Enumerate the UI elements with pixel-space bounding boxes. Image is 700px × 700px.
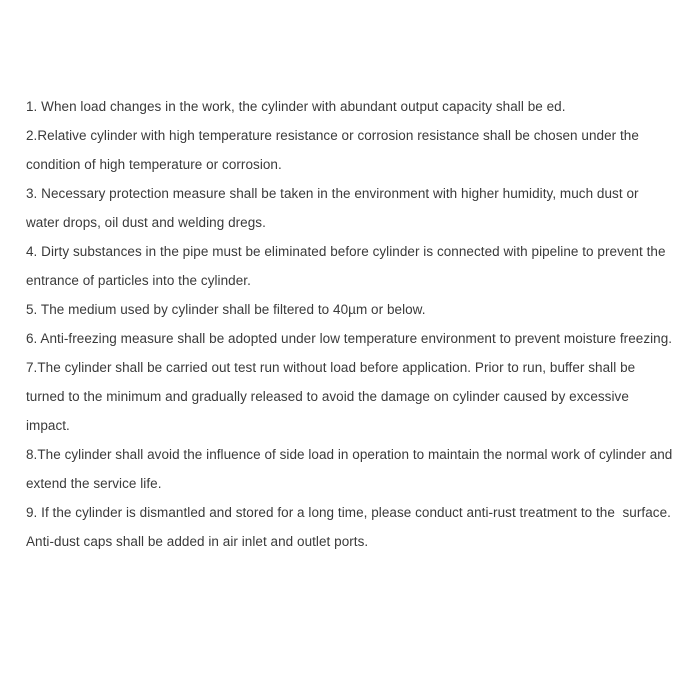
list-item: 3. Necessary protection measure shall be taken in the environment with higher humidity, much dust or water drops, oil dust and welding dregs. bbox=[26, 186, 643, 230]
list-item: 1. When load changes in the work, the cylinder with abundant output capacity shall be ed. bbox=[26, 99, 566, 114]
list-item: 2.Relative cylinder with high temperature resistance or corrosion resistance shall be chosen under the condition of high temperature or corrosion. bbox=[26, 128, 643, 172]
list-item: 6. Anti-freezing measure shall be adopted under low temperature environment to prevent moisture freezing. bbox=[26, 331, 673, 346]
list-item: 4. Dirty substances in the pipe must be eliminated before cylinder is connected with pipeline to prevent the entrance of particles into the cylinder. bbox=[26, 244, 670, 288]
list-item: 9. If the cylinder is dismantled and stored for a long time, please conduct anti-rust treatment to the surface. Anti-dust caps shall be added in air inlet and outlet ports. bbox=[26, 505, 674, 549]
instructions-list bbox=[26, 92, 677, 556]
list-item: 8.The cylinder shall avoid the influence of side load in operation to maintain the normal work of cylinder and extend the service life. bbox=[26, 447, 677, 491]
list-item: 5. The medium used by cylinder shall be filtered to 40µm or below. bbox=[26, 302, 426, 317]
list-item: 7.The cylinder shall be carried out test run without load before application. Prior to run, buffer shall be turned to the minimum and gradually released to avoid the damage on cylinder caused by excessive impact. bbox=[26, 360, 640, 433]
